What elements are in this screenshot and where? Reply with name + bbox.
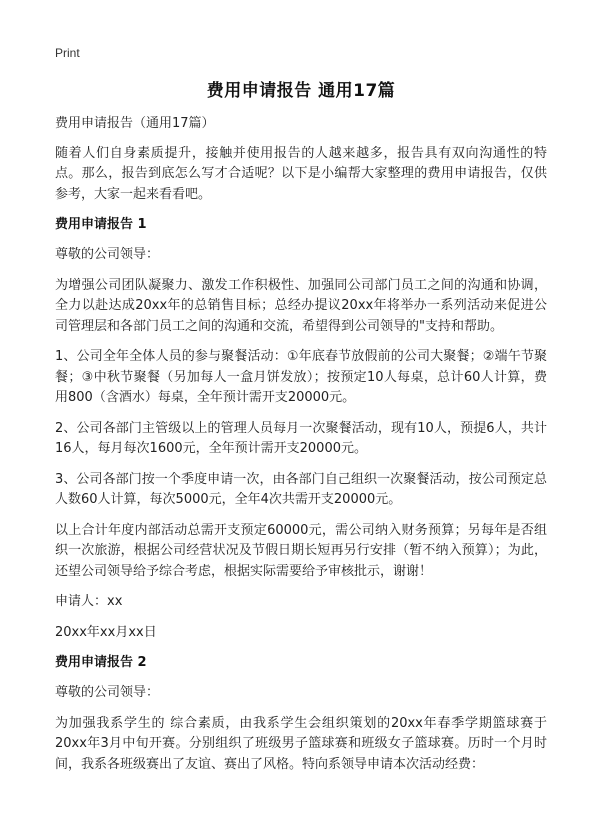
report-1-item-1: 1、公司全年全体人员的参与聚餐活动：①年底春节放假前的公司大聚餐；②端午节聚餐；③中秋节聚餐（另加每人一盒月饼发放）；按预定10人每桌，总计60人计算，费用800（含酒水）每桌，全年预计需开支20000元。 xyxy=(55,349,547,405)
report-1-greeting: 尊敬的公司领导： xyxy=(55,247,160,262)
page-title: 费用申请报告 通用17篇 xyxy=(206,81,396,101)
report-1-item-3: 3、公司各部门按一个季度申请一次，由各部门自己组织一次聚餐活动，按公司预定总人数60人计算，每次5000元，全年4次共需开支20000元。 xyxy=(55,471,547,507)
report-1-summary: 以上合计年度内部活动总需开支预定60000元，需公司纳入财务预算；另每年是否组织一次旅游，根据公司经营状况及节假日期长短再另行安排（暂不纳入预算）；为此，还望公司领导给予综合考虑，根据实际需要给予审核批示，谢谢！ xyxy=(55,522,547,579)
report-1-heading: 费用申请报告 1 xyxy=(55,217,147,232)
report-1-item-2: 2、公司各部门主管级以上的管理人员每月一次聚餐活动，现有10人，预提6人，共计16人，每月每次1600元，全年预计需开支20000元。 xyxy=(55,420,547,456)
report-1-date: 20xx年xx月xx日 xyxy=(55,624,157,640)
report-1-applicant: 申请人：xx xyxy=(55,594,123,609)
report-2-paragraph: 为加强我系学生的 综合素质，由我系学生会组织策划的20xx年春季学期篮球赛于20xx年3月中旬开赛。分别组织了班级男子篮球赛和班级女子篮球赛。历时一个月时间，我系各班级赛出了友谊、赛出了风格。特向系领导申请本次活动经费： xyxy=(55,715,547,772)
document-body xyxy=(55,80,547,785)
intro-paragraph: 随着人们自身素质提升，接触并使用报告的人越来越多，报告具有双向沟通性的特点。那么，报告到底怎么写才合适呢？以下是小编帮大家整理的费用申请报告，仅供参考，大家一起来看看吧。 xyxy=(55,145,547,202)
report-2-heading: 费用申请报告 2 xyxy=(55,655,147,670)
report-2-greeting: 尊敬的公司领导： xyxy=(55,685,160,700)
print-link[interactable]: Print xyxy=(55,46,80,60)
report-1-paragraph: 为增强公司团队凝聚力、激发工作积极性、加强同公司部门员工之间的沟通和协调，全力以赴达成20xx年的总销售目标；总经办提议20xx年将举办一系列活动来促进公司管理层和各部门员工之间的沟通和交流，希望得到公司领导的"支持和帮助。 xyxy=(55,277,547,334)
document-subtitle: 费用申请报告（通用17篇） xyxy=(55,116,215,131)
